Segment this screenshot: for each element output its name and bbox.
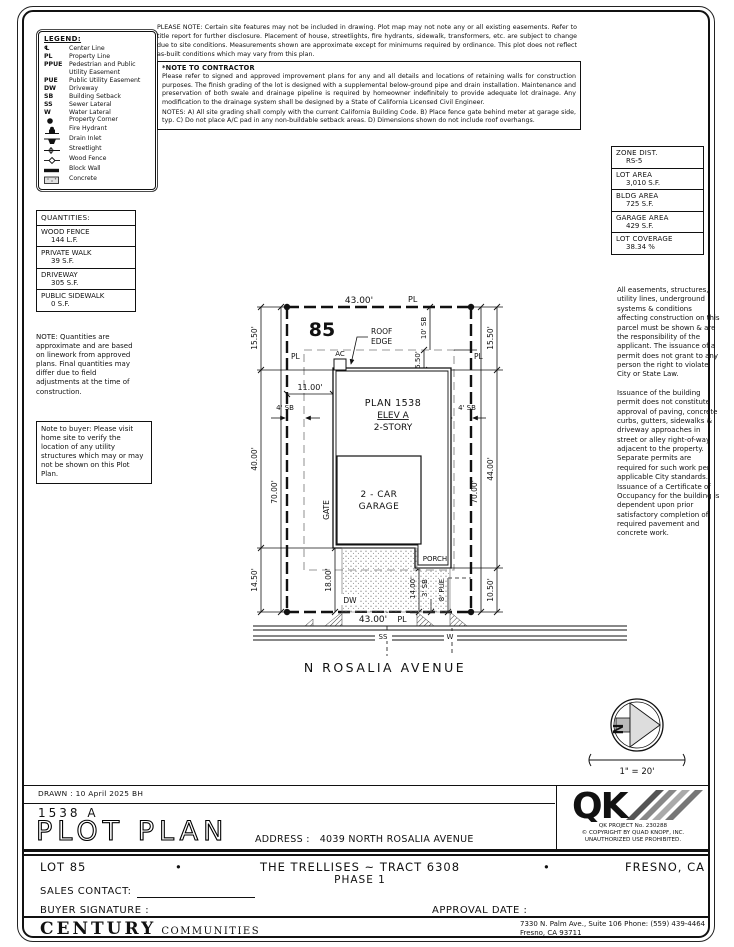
site-info-value: RS-5 [626, 157, 643, 166]
brand-communities: COMMUNITIES [161, 926, 261, 937]
legend-title: LEGEND: [44, 35, 82, 43]
legend-item [44, 45, 152, 53]
site-info-boxes [611, 148, 704, 255]
svg-text:70.00': 70.00' [470, 480, 479, 504]
quantity-value: 39 S.F. [51, 257, 74, 266]
sb-left-label: 4' SB [276, 404, 294, 412]
quantity-row [36, 225, 136, 248]
garage-label-1: 2 - CAR [360, 490, 398, 500]
title-rule-2 [23, 854, 709, 856]
qk-project-number: QK PROJECT No. 230288 [598, 823, 668, 829]
quantity-value: 305 S.F. [51, 278, 79, 287]
sales-contact-input[interactable] [137, 887, 255, 898]
legend-item [44, 53, 152, 61]
tract-label: THE TRELLISES ~ TRACT 6308 [259, 860, 461, 874]
site-info-box [611, 232, 704, 255]
legend-item-label: Center Line [69, 45, 105, 52]
quantity-value: 0 S.F. [51, 300, 70, 309]
legend-symbol: W [44, 108, 51, 116]
buyer-note-box: Note to buyer: Please visit home site to verify the location of any utility structures which may or may not be shown on this Plot Plan. [36, 421, 152, 484]
legend-symbol: PL [44, 52, 53, 60]
svg-text:44.00': 44.00' [486, 457, 495, 481]
buyer-signature-row [40, 898, 366, 917]
office-address-line1: 7330 N. Palm Ave., Suite 106 Phone: (559) 439-4464 [520, 920, 706, 928]
quantity-label: PRIVATE WALK [41, 249, 92, 258]
property-corner-icon [44, 116, 69, 125]
site-info-value: 725 S.F. [626, 200, 654, 209]
svg-text:15.50': 15.50' [486, 326, 495, 350]
bullet-1: • [175, 860, 183, 874]
story-label: 2-STORY [373, 423, 413, 433]
svg-text:3' SB: 3' SB [421, 579, 429, 597]
legend-item-label: Streetlight [69, 145, 102, 153]
quantities-note: NOTE: Quantities are approximate and are based on linework from approved plans. Final quantities may differ due to field adjustments at the time of construction. [36, 333, 133, 396]
svg-text:15.50': 15.50' [250, 326, 259, 350]
block-wall-icon [44, 165, 69, 175]
site-info-label: ZONE DIST. [616, 149, 658, 158]
legend-item [44, 175, 152, 185]
pl-label-right: PL [474, 352, 483, 361]
legend-item [44, 116, 152, 125]
legend-item-label: Concrete [69, 175, 97, 183]
legend-box [38, 31, 156, 190]
site-info-label: LOT AREA [616, 170, 653, 179]
legend-item [44, 135, 152, 145]
legend-item [44, 145, 152, 155]
w-label: W [446, 633, 454, 641]
site-info-value: 3,010 S.F. [626, 178, 661, 187]
legend-item [44, 85, 152, 93]
plot-drawing [245, 280, 635, 700]
contractor-note-title: *NOTE TO CONTRACTOR [162, 64, 255, 72]
dim-width-bottom: 43.00' [358, 615, 388, 625]
garage-label-2: GARAGE [358, 502, 400, 512]
qk-logo-text: QK [572, 786, 627, 822]
plan-number: 1538 A [38, 806, 99, 820]
legend-item [44, 101, 152, 109]
drawn-by: DRAWN : 10 April 2025 BH [38, 789, 144, 798]
roof-edge-label-2: EDGE [371, 337, 393, 346]
qk-copyright: © COPYRIGHT BY QUAD KNOPF, INC. [581, 829, 685, 836]
builder-brand [40, 919, 260, 939]
office-address-line2: Fresno, CA 93711 [520, 929, 582, 938]
legend-item-label: Block Wall [69, 165, 101, 173]
quantity-value: 144 L.F. [51, 235, 78, 244]
qk-unauthorized: UNAUTHORIZED USE PROHIBITED. [584, 836, 682, 843]
legend-item [44, 165, 152, 175]
svg-text:5.50': 5.50' [414, 351, 422, 369]
quantity-label: WOOD FENCE [41, 227, 90, 236]
svg-text:14.00': 14.00' [409, 577, 417, 599]
svg-text:GATE: GATE [322, 500, 331, 520]
legend-item [44, 93, 152, 101]
legend-item-label: Wood Fence [69, 155, 107, 163]
legend-item [44, 109, 152, 117]
svg-text:18.00': 18.00' [324, 568, 333, 592]
ss-label: SS [378, 633, 388, 641]
svg-text:8' PUE: 8' PUE [438, 578, 446, 602]
garage-outline [337, 456, 421, 544]
plan-label: PLAN 1538 [364, 398, 422, 409]
approval-date-row [432, 898, 693, 917]
pl-label-top: PL [408, 295, 418, 304]
sales-contact-label: SALES CONTACT: [40, 886, 132, 897]
street-lines [253, 626, 627, 640]
legend-item-label: Pedestrian and Public Utility Easement [69, 60, 136, 76]
street-name: N ROSALIA AVENUE [303, 660, 467, 675]
site-info-box [611, 146, 704, 169]
qk-logo [560, 786, 708, 822]
quantity-row [36, 268, 136, 291]
legend-item [44, 125, 152, 135]
pl-label-left: PL [291, 352, 300, 361]
quantity-label: DRIVEWAY [41, 270, 78, 279]
site-info-box [611, 211, 704, 234]
svg-text:40.00': 40.00' [250, 447, 259, 471]
address-value: 4039 NORTH ROSALIA AVENUE [319, 834, 474, 845]
legend-item-label: Driveway [69, 84, 99, 92]
drawn-divider [23, 803, 555, 804]
elev-label: ELEV A [377, 411, 409, 421]
ac-unit [334, 359, 346, 370]
north-arrow-block [585, 692, 695, 782]
easements-disclaimer: All easements, structures, utility lines, underground systems & conditions affecting construction on this parcel must be shown & are the responsibility of the applicant. The issuance of a permit does not grant to any person the right to violate City or State Law. [617, 286, 720, 379]
bullet-2: • [543, 860, 551, 874]
pl-label-bottom: PL [397, 615, 407, 624]
north-arrow-icon [611, 699, 663, 751]
legend-rows [44, 45, 152, 185]
site-info-label: GARAGE AREA [616, 213, 669, 222]
lot-label: LOT 85 [40, 860, 87, 874]
approval-date-label: APPROVAL DATE : [432, 905, 528, 916]
svg-text:10' SB: 10' SB [420, 316, 428, 340]
svg-text:70.00': 70.00' [270, 480, 279, 504]
legend-item-label: Drain Inlet [69, 135, 102, 143]
contractor-note-box [157, 61, 581, 130]
drain-inlet-icon [44, 135, 69, 145]
legend-item-label: Building Setback [69, 92, 121, 100]
legend-item-label: Property Corner [69, 116, 118, 124]
site-info-box [611, 189, 704, 212]
legend-symbol: DW [44, 84, 56, 92]
quantity-row [36, 289, 136, 312]
contractor-note-body: Please refer to signed and approved improvement plans for any and all details and locations of retaining walls for construction purposes. The finish grading of the lot is designed with a supplemental below-ground pipe and drain installation. Maintenance and preservation of both swale and drainage pipeline is required by homeowner indefinitely to provide adequate lot drainage. Any modification to the drainage system shall be designed by a State of California Licensed Civil Engineer. [162, 73, 576, 107]
lot-number: 85 [308, 319, 336, 341]
title-rule-1 [23, 849, 709, 852]
dim-rear-offset: 11.00' [297, 383, 323, 392]
ac-label: AC [335, 350, 345, 358]
streetlight-icon [44, 145, 69, 155]
site-info-label: BLDG AREA [616, 192, 659, 201]
concrete-icon [44, 175, 69, 185]
porch-label: PORCH [422, 555, 448, 563]
address-line [255, 834, 474, 845]
site-info-value: 38.34 % [626, 243, 655, 252]
legend-item [44, 155, 152, 165]
legend-item-label: Sewer Lateral [69, 100, 112, 108]
contractor-note-list: NOTES: A) All site grading shall comply with the current California Building Code. B) Place fence gate behind meter at garage side, typ. C) Do not place A/C pad in any non-buildable setback areas. D) Dimensions shown do not include roof overhangs. [162, 108, 576, 125]
quantities-rows [36, 225, 136, 312]
svg-text:10.50': 10.50' [486, 578, 495, 602]
qk-captions [558, 823, 708, 844]
buyer-signature-label: BUYER SIGNATURE : [40, 905, 150, 916]
sb-right-label: 4' SB [458, 404, 476, 412]
fire-hydrant-icon [44, 125, 69, 135]
site-info-box [611, 168, 704, 191]
legend-symbol: SS [44, 100, 53, 108]
legend-symbol: PUE [44, 76, 58, 84]
legend-item-label: Public Utility Easement [69, 76, 141, 84]
wood-fence-icon [44, 155, 69, 165]
legend-item-label: Property Line [69, 52, 111, 60]
dw-label: DW [343, 596, 357, 605]
qk-divider [556, 785, 557, 851]
legend-symbol: ℄ [44, 45, 50, 52]
legend-item-label: Fire Hydrant [69, 125, 107, 133]
qk-logo-stripes [626, 790, 703, 820]
svg-text:N: N [612, 723, 627, 735]
title-rule-3 [23, 916, 709, 918]
site-info-label: LOT COVERAGE [616, 235, 673, 244]
quantity-label: PUBLIC SIDEWALK [41, 292, 105, 301]
builder-office [520, 920, 705, 938]
sheet-title: PLOT PLAN [36, 816, 229, 847]
city-label: FRESNO, CA [624, 860, 705, 874]
legend-item [44, 61, 152, 77]
quantities-table [36, 212, 136, 312]
legend-item [44, 77, 152, 85]
scale-bar [589, 754, 685, 766]
sales-contact-row [40, 879, 255, 898]
svg-text:14.50': 14.50' [250, 568, 259, 592]
phase-label: PHASE 1 [334, 874, 386, 886]
address-label: ADDRESS : [255, 834, 310, 845]
roof-edge-label-1: ROOF [371, 327, 393, 336]
quantities-header: QUANTITIES: [36, 210, 136, 226]
dim-width-top: 43.00' [344, 296, 374, 306]
legend-symbol: PPUE [44, 60, 63, 68]
legend-item-label: Water Lateral [69, 108, 111, 116]
quantity-row [36, 246, 136, 269]
scale-label: 1" = 20' [619, 767, 655, 777]
permits-disclaimer: Issuance of the building permit does not constitute approval of paving, concrete curbs, gutters, sidewalks & driveway approaches in street or alley right-of-way adjacent to the property. Separate permits are required for such work per applicable City standards. Issuance of a Certificate of Occupancy for the building is dependent upon prior satisfactory completion of required pavement and concrete work. [617, 388, 720, 538]
brand-century: CENTURY [40, 919, 157, 939]
site-info-value: 429 S.F. [626, 221, 654, 230]
please-note: PLEASE NOTE: Certain site features may not be included in drawing. Plot map may not note any or all existing easements. Refer to title report for further disclosure. Placement of house, streetlights, fire hydrants, sidewalk, transformers, etc. are subject to change due to site conditions. Measurements shown are approximate except for minimums required by ordinance. This plot does not reflect as-built conditions which may vary from this plan. [157, 24, 577, 58]
legend-symbol: SB [44, 92, 54, 100]
